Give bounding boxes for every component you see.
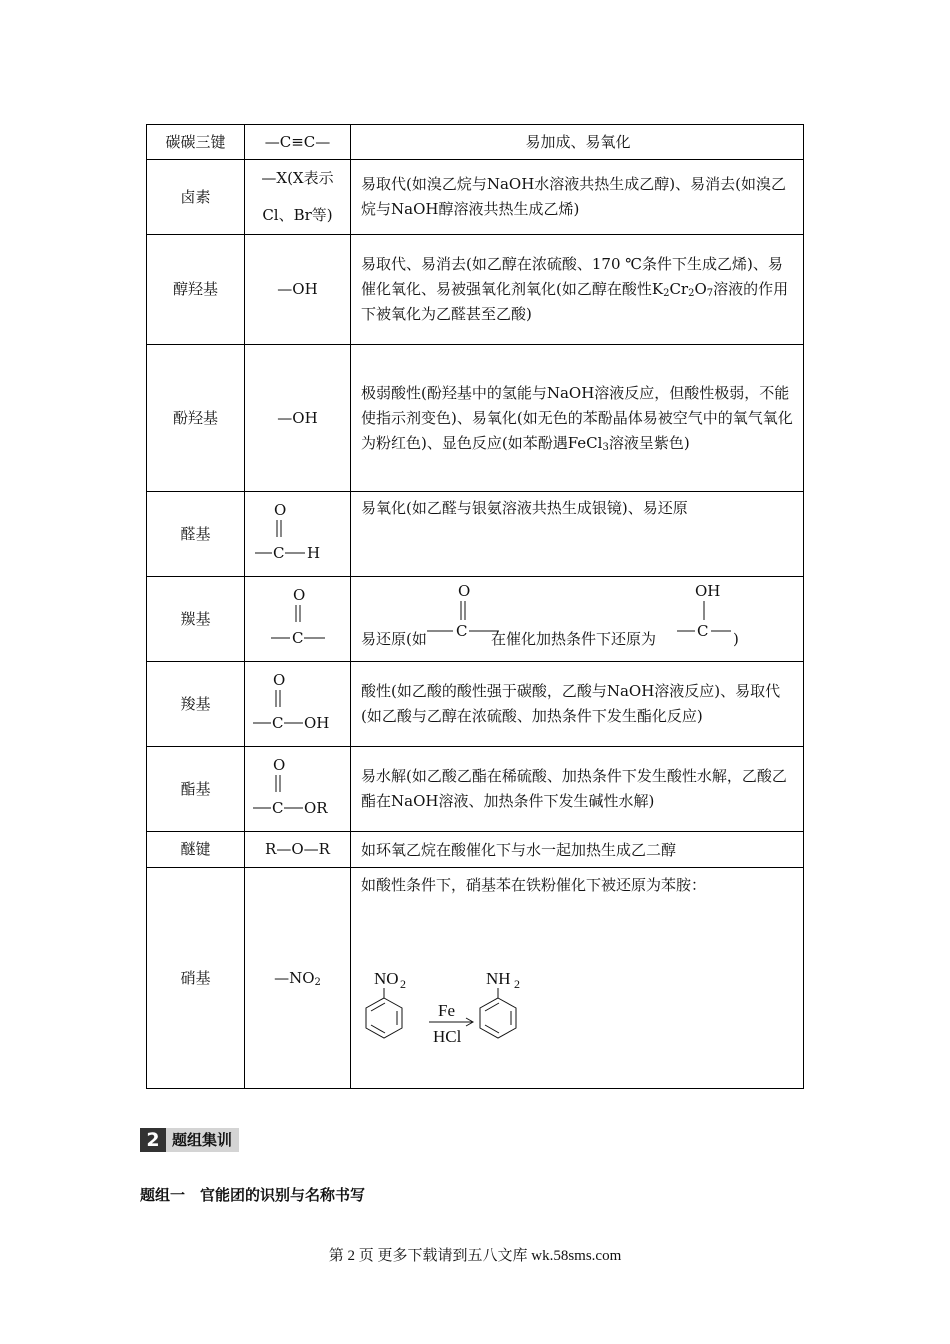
atom-o: O (273, 501, 286, 519)
group-name: 酯基 (147, 747, 245, 832)
prop-text: 易还原(如 (361, 630, 427, 648)
group-properties (351, 235, 804, 345)
table-row (147, 160, 804, 235)
structure-line: Cl、Br等) (262, 206, 333, 224)
group-name: 酚羟基 (147, 345, 245, 492)
group-name: 醛基 (147, 492, 245, 577)
group-properties: 酸性(如乙酸的酸性强于碳酸，乙酸与NaOH溶液反应)、易取代(如乙酸与乙醇在浓硫酸、加热条件下发生酯化反应) (351, 662, 804, 747)
group-structure (245, 868, 351, 1089)
group-name: 羧基 (147, 662, 245, 747)
prop-text: 如酸性条件下，硝基苯在铁粉催化下被还原为苯胺： (361, 876, 707, 894)
subscript: 2 (400, 977, 406, 991)
group-structure (245, 662, 351, 747)
table-row (147, 125, 804, 160)
table-row (147, 577, 804, 662)
group-name: 醚键 (147, 832, 245, 868)
group-properties: 易取代(如溴乙烷与NaOH水溶液共热生成乙醇)、易消去(如溴乙烷与NaOH醇溶液共热生成乙烯) (351, 160, 804, 235)
page-footer: 第 2 页 更多下载请到五八文库 wk.58sms.com (328, 1248, 622, 1264)
group-name: 羰基 (147, 577, 245, 662)
table-row (147, 868, 804, 1089)
prop-text: 易取代、易消去(如乙醇在浓硫酸、170 ℃条件下生成乙烯)、易催化氧化、易被强氧化剂氧化(如乙醇在酸性K (361, 255, 783, 298)
ester-structure-diagram (253, 754, 343, 824)
subscript: 2 (663, 288, 670, 299)
atom-c: C (272, 544, 284, 562)
atom-or: OR (303, 799, 328, 817)
group-properties (351, 868, 804, 1089)
carbonyl-reduction-diagram (361, 580, 791, 658)
group-properties (351, 345, 804, 492)
group-structure (245, 577, 351, 662)
group-name: 碳碳三键 (147, 125, 245, 160)
section-number: 2 (140, 1128, 166, 1152)
atom-o: O (292, 586, 305, 604)
group-title: 题组一 官能团的识别与名称书写 (140, 1186, 366, 1204)
prop-text: 极弱酸性(酚羟基中的氢能与NaOH溶液反应，但酸性极弱，不能使指示剂变色)、易氧化(如无色的苯酚晶体易被空气中的氧气氧化为粉红色)、显色反应(如苯酚遇FeCl (361, 383, 793, 452)
amino-label: NH (486, 969, 511, 988)
prop-text: 在催化加热条件下还原为 (491, 630, 657, 648)
prop-text: 溶液的作用下被氧化为乙醛甚至乙酸) (361, 280, 789, 323)
nitro-label: NO (374, 969, 399, 988)
atom-c: C (271, 714, 283, 732)
subscript: 7 (706, 288, 714, 299)
group-properties: 易氧化(如乙醛与银氨溶液共热生成银镜)、易还原 (351, 492, 804, 577)
atom-c: C (697, 622, 709, 640)
reagent-fe: Fe (438, 1001, 455, 1020)
table-row (147, 662, 804, 747)
subscript: 2 (688, 288, 695, 299)
group-structure: —OH (245, 235, 351, 345)
table-row (147, 832, 804, 868)
subscript: 2 (314, 976, 321, 988)
nitrobenzene-reduction-diagram (361, 952, 561, 1082)
carboxyl-structure-diagram (253, 669, 343, 739)
atom-c: C (271, 799, 283, 817)
functional-group-table (146, 124, 804, 1089)
table-row (147, 345, 804, 492)
atom-oh: OH (695, 582, 721, 600)
atom-o: O (458, 582, 471, 600)
atom-c: C (456, 622, 468, 640)
group-properties: 易加成、易氧化 (351, 125, 804, 160)
structure-text: —NO (274, 968, 315, 987)
carbonyl-structure-diagram (263, 584, 333, 654)
subscript: 3 (602, 441, 609, 453)
prop-text: Cr (669, 280, 689, 298)
group-properties: 易水解(如乙酸乙酯在稀硫酸、加热条件下发生酸性水解，乙酸乙酯在NaOH溶液、加热条件下发生碱性水解) (351, 747, 804, 832)
group-structure: —C≡C— (245, 125, 351, 160)
section-title: 题组集训 (166, 1128, 239, 1152)
atom-o: O (272, 671, 285, 689)
atom-h: H (306, 544, 320, 562)
group-name: 醇羟基 (147, 235, 245, 345)
table-row (147, 492, 804, 577)
prop-text: O (694, 280, 707, 298)
prop-text: ) (733, 630, 739, 648)
group-name: 硝基 (147, 868, 245, 1089)
group-structure (245, 747, 351, 832)
group-structure (245, 492, 351, 577)
atom-oh: OH (303, 714, 329, 732)
section-header (140, 1128, 239, 1152)
group-name: 卤素 (147, 160, 245, 235)
aldehyde-structure-diagram (253, 499, 343, 569)
group-structure: —OH (245, 345, 351, 492)
subscript: 2 (514, 977, 520, 991)
table-row (147, 747, 804, 832)
atom-o: O (272, 756, 285, 774)
prop-text: 溶液呈紫色) (608, 433, 690, 452)
group-structure: R—O—R (245, 832, 351, 868)
group-properties (351, 577, 804, 662)
group-structure (245, 160, 351, 235)
atom-c: C (291, 629, 303, 647)
group-properties: 如环氧乙烷在酸催化下与水一起加热生成乙二醇 (351, 832, 804, 868)
reagent-hcl: HCl (433, 1027, 462, 1046)
table-row (147, 235, 804, 345)
structure-line: —X(X表示 (261, 169, 334, 187)
